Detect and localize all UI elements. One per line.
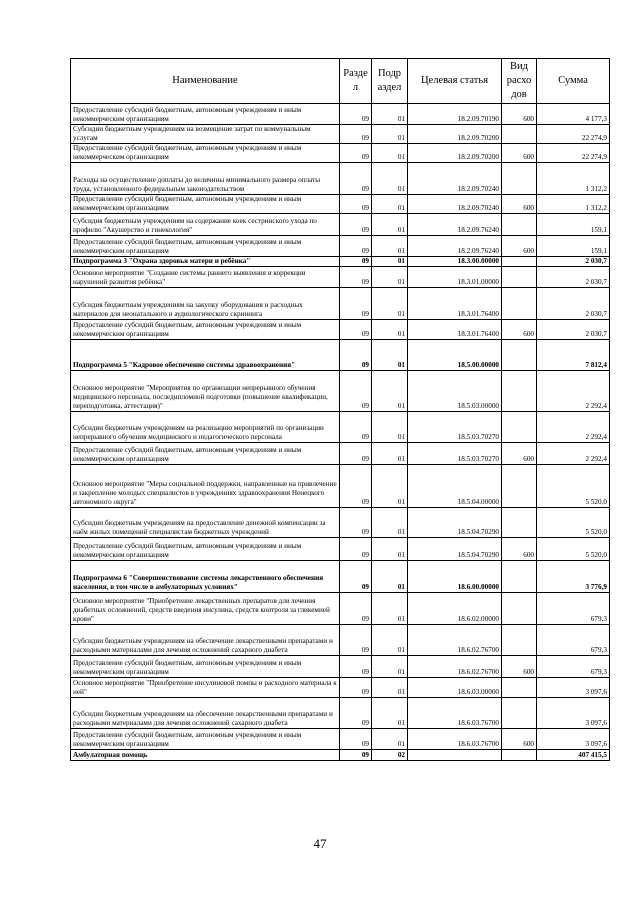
row-podrazdel: 01 (372, 729, 408, 750)
row-razdel: 09 (340, 104, 372, 125)
row-name: Субсидии бюджетным учреждениям на обеспечение лекарственными препаратами и расходными материалами для лечения осложнений сахарного диабета (71, 698, 340, 729)
row-podrazdel: 01 (372, 656, 408, 678)
row-name: Предоставление субсидий бюджетным, автономным учреждениям и иным некоммерческим организациям (71, 729, 340, 750)
row-sum: 3 097,6 (537, 698, 610, 729)
row-sum: 679,3 (537, 656, 610, 678)
row-sum: 3 776,9 (537, 561, 610, 593)
row-sum: 4 177,3 (537, 104, 610, 125)
row-target-article: 18.2.09.70200 (408, 125, 502, 144)
row-razdel: 09 (340, 538, 372, 561)
row-podrazdel: 01 (372, 288, 408, 320)
row-podrazdel: 01 (372, 163, 408, 195)
row-expense-type (502, 257, 537, 267)
row-razdel: 09 (340, 267, 372, 288)
row-name: Предоставление субсидий бюджетным, автономным учреждениям и иным некоммерческим организациям (71, 195, 340, 214)
row-expense-type (502, 340, 537, 371)
row-expense-type (502, 267, 537, 288)
row-name: Основное мероприятие "Меры социальной поддержки, направленные на привлечение и закрепление молодых специалистов в учреждениях здравоохранения Ненецкого автономного округа" (71, 465, 340, 508)
row-target-article: 18.3.01.76400 (408, 320, 502, 340)
row-name: Субсидия бюджетным учреждениям на содержание коек сестринского ухода по профилю "Акушерство и гинекология" (71, 214, 340, 236)
row-expense-type: 600 (502, 320, 537, 340)
row-target-article: 18.2.09.70200 (408, 144, 502, 163)
row-podrazdel: 01 (372, 340, 408, 371)
row-target-article (408, 750, 502, 761)
row-podrazdel: 01 (372, 561, 408, 593)
row-name: Амбулаторная помощь (71, 750, 340, 761)
row-podrazdel: 02 (372, 750, 408, 761)
row-podrazdel: 01 (372, 538, 408, 561)
row-expense-type: 600 (502, 656, 537, 678)
row-sum: 5 520,0 (537, 508, 610, 538)
row-target-article: 18.5.04.00000 (408, 465, 502, 508)
row-target-article: 18.6.03.76700 (408, 729, 502, 750)
row-target-article: 18.6.02.76700 (408, 656, 502, 678)
table-row (71, 144, 610, 163)
row-name: Предоставление субсидий бюджетным, автономным учреждениям и иным некоммерческим организациям (71, 104, 340, 125)
table-row (71, 125, 610, 144)
row-target-article: 18.6.02.76700 (408, 625, 502, 656)
row-razdel: 09 (340, 288, 372, 320)
header-sum: Сумма (537, 59, 610, 104)
row-razdel: 09 (340, 698, 372, 729)
table-row (71, 412, 610, 443)
row-expense-type (502, 288, 537, 320)
row-name: Субсидии бюджетным учреждениям на реализацию мероприятий по организации непрерывного обучения медицинского и педагогического персонала (71, 412, 340, 443)
row-sum: 2 030,7 (537, 257, 610, 267)
row-sum: 1 312,2 (537, 195, 610, 214)
row-razdel: 09 (340, 443, 372, 465)
row-podrazdel: 01 (372, 144, 408, 163)
table-row (71, 698, 610, 729)
row-name: Субсидии бюджетным учреждениям на возмещение затрат по коммунальным услугам (71, 125, 340, 144)
table-row (71, 465, 610, 508)
row-razdel: 09 (340, 257, 372, 267)
row-sum: 159,1 (537, 214, 610, 236)
row-expense-type: 600 (502, 104, 537, 125)
row-target-article: 18.3.00.00000 (408, 257, 502, 267)
row-expense-type (502, 412, 537, 443)
row-sum: 2 292,4 (537, 443, 610, 465)
table-row (71, 257, 610, 267)
row-sum: 159,1 (537, 236, 610, 257)
row-expense-type (502, 214, 537, 236)
row-target-article: 18.2.09.70190 (408, 104, 502, 125)
row-target-article: 18.2.09.70240 (408, 163, 502, 195)
row-name: Основное мероприятие "Приобретение инсулиновой помпы и расходного материала к ней" (71, 678, 340, 698)
row-razdel: 09 (340, 236, 372, 257)
row-expense-type (502, 465, 537, 508)
row-expense-type (502, 163, 537, 195)
header-expense-type: Вид расхо дов (502, 59, 537, 104)
row-name: Субсидия бюджетным учреждениям на закупку оборудования и расходных материалов для неонатального и аудиологического скрининга (71, 288, 340, 320)
row-podrazdel: 01 (372, 267, 408, 288)
row-name: Подпрограмма 6 "Совершенствование системы лекарственного обеспечения населения, в том числе в амбулаторных условиях" (71, 561, 340, 593)
row-name: Основное мероприятие "Приобретение лекарственных препаратов для лечения диабетных осложнений, средств введения инсулина, средств контроля за гликемией крови" (71, 593, 340, 625)
row-target-article: 18.6.00.00000 (408, 561, 502, 593)
row-podrazdel: 01 (372, 625, 408, 656)
table-row (71, 371, 610, 412)
row-expense-type: 600 (502, 236, 537, 257)
row-name: Субсидии бюджетным учреждениям на предоставление денежной компенсации за наём жилых помещений специалистам бюджетных учреждений (71, 508, 340, 538)
row-podrazdel: 01 (372, 465, 408, 508)
row-name: Субсидии бюджетным учреждениям на обеспечение лекарственными препаратами и расходными материалами для лечения осложнений сахарного диабета (71, 625, 340, 656)
table-row (71, 195, 610, 214)
row-target-article: 18.2.09.70240 (408, 195, 502, 214)
row-sum: 7 812,4 (537, 340, 610, 371)
row-target-article: 18.5.00.00000 (408, 340, 502, 371)
row-razdel: 09 (340, 508, 372, 538)
row-podrazdel: 01 (372, 508, 408, 538)
row-expense-type (502, 625, 537, 656)
row-razdel: 09 (340, 593, 372, 625)
row-expense-type: 600 (502, 443, 537, 465)
row-podrazdel: 01 (372, 236, 408, 257)
row-sum: 3 097,6 (537, 729, 610, 750)
row-name: Предоставление субсидий бюджетным, автономным учреждениям и иным некоммерческим организациям (71, 656, 340, 678)
row-name: Основное мероприятие "Создание системы раннего выявления и коррекции нарушений развития ребёнка" (71, 267, 340, 288)
row-razdel: 09 (340, 125, 372, 144)
row-sum: 22 274,9 (537, 125, 610, 144)
row-expense-type (502, 561, 537, 593)
row-razdel: 09 (340, 750, 372, 761)
table-row (71, 340, 610, 371)
table-row (71, 750, 610, 761)
row-expense-type: 600 (502, 729, 537, 750)
table-row (71, 729, 610, 750)
row-razdel: 09 (340, 214, 372, 236)
row-expense-type: 600 (502, 538, 537, 561)
row-target-article: 18.2.09.76240 (408, 236, 502, 257)
table-row (71, 267, 610, 288)
table-row (71, 508, 610, 538)
row-name: Предоставление субсидий бюджетным, автономным учреждениям и иным некоммерческим организациям (71, 236, 340, 257)
row-razdel: 09 (340, 320, 372, 340)
row-name: Подпрограмма 3 "Охрана здоровья матери и ребёнка" (71, 257, 340, 267)
row-target-article: 18.6.03.76700 (408, 698, 502, 729)
row-razdel: 09 (340, 678, 372, 698)
row-podrazdel: 01 (372, 698, 408, 729)
row-sum: 1 312,2 (537, 163, 610, 195)
table-row (71, 214, 610, 236)
row-expense-type (502, 678, 537, 698)
row-razdel: 09 (340, 340, 372, 371)
row-sum: 5 520,0 (537, 538, 610, 561)
row-podrazdel: 01 (372, 214, 408, 236)
row-sum: 2 292,4 (537, 371, 610, 412)
table-row (71, 288, 610, 320)
row-podrazdel: 01 (372, 257, 408, 267)
row-target-article: 18.2.09.76240 (408, 214, 502, 236)
row-podrazdel: 01 (372, 320, 408, 340)
page-number: 47 (313, 836, 327, 851)
table-row (71, 625, 610, 656)
header-target-article: Целевая статья (408, 59, 502, 104)
row-razdel: 09 (340, 465, 372, 508)
table-row (71, 561, 610, 593)
row-podrazdel: 01 (372, 371, 408, 412)
row-podrazdel: 01 (372, 104, 408, 125)
table-row (71, 678, 610, 698)
row-name: Предоставление субсидий бюджетным, автономным учреждениям и иным некоммерческим организациям (71, 443, 340, 465)
row-sum: 2 030,7 (537, 267, 610, 288)
row-target-article: 18.5.03.70270 (408, 443, 502, 465)
row-sum: 5 520,0 (537, 465, 610, 508)
row-razdel: 09 (340, 656, 372, 678)
row-sum: 3 097,6 (537, 678, 610, 698)
row-name: Подпрограмма 5 "Кадровое обеспечение системы здравоохранения" (71, 340, 340, 371)
row-target-article: 18.6.02.00000 (408, 593, 502, 625)
row-target-article: 18.6.03.00000 (408, 678, 502, 698)
row-expense-type: 600 (502, 195, 537, 214)
row-sum: 407 415,5 (537, 750, 610, 761)
row-name: Предоставление субсидий бюджетным, автономным учреждениям и иным некоммерческим организациям (71, 538, 340, 561)
row-razdel: 09 (340, 729, 372, 750)
row-sum: 679,3 (537, 593, 610, 625)
row-sum: 2 030,7 (537, 288, 610, 320)
row-expense-type (502, 750, 537, 761)
row-expense-type (502, 125, 537, 144)
row-podrazdel: 01 (372, 412, 408, 443)
table-row (71, 104, 610, 125)
table-row (71, 236, 610, 257)
row-expense-type (502, 371, 537, 412)
header-name: Наименование (71, 59, 340, 104)
row-target-article: 18.5.03.00000 (408, 371, 502, 412)
row-expense-type: 600 (502, 144, 537, 163)
row-name: Основное мероприятие "Мероприятия по организации непрерывного обучения медицинского персонала, последипломной подготовки (повышение квалификации, переподготовка, аттестация)" (71, 371, 340, 412)
table-row (71, 593, 610, 625)
row-sum: 679,3 (537, 625, 610, 656)
row-sum: 22 274,9 (537, 144, 610, 163)
row-podrazdel: 01 (372, 195, 408, 214)
row-podrazdel: 01 (372, 125, 408, 144)
row-sum: 2 292,4 (537, 412, 610, 443)
row-target-article: 18.5.04.70290 (408, 538, 502, 561)
header-podrazdel: Подр аздел (372, 59, 408, 104)
table-row (71, 163, 610, 195)
table-row (71, 443, 610, 465)
row-podrazdel: 01 (372, 678, 408, 698)
row-razdel: 09 (340, 144, 372, 163)
row-name: Предоставление субсидий бюджетным, автономным учреждениям и иным некоммерческим организациям (71, 144, 340, 163)
row-podrazdel: 01 (372, 443, 408, 465)
row-razdel: 09 (340, 625, 372, 656)
table-row (71, 320, 610, 340)
row-target-article: 18.3.01.00000 (408, 267, 502, 288)
row-sum: 2 030,7 (537, 320, 610, 340)
row-name: Предоставление субсидий бюджетным, автономным учреждениям и иным некоммерческим организациям (71, 320, 340, 340)
row-target-article: 18.5.03.70270 (408, 412, 502, 443)
row-target-article: 18.3.01.76400 (408, 288, 502, 320)
row-razdel: 09 (340, 371, 372, 412)
table-row (71, 656, 610, 678)
budget-table (70, 58, 610, 761)
row-razdel: 09 (340, 163, 372, 195)
row-name: Расходы на осуществление доплаты до величины минимального размера оплаты труда, установленного федеральным законодательством (71, 163, 340, 195)
header-row (71, 59, 610, 104)
row-expense-type (502, 593, 537, 625)
row-razdel: 09 (340, 561, 372, 593)
row-razdel: 09 (340, 412, 372, 443)
row-podrazdel: 01 (372, 593, 408, 625)
table-row (71, 538, 610, 561)
row-expense-type (502, 698, 537, 729)
row-target-article: 18.5.04.70290 (408, 508, 502, 538)
row-expense-type (502, 508, 537, 538)
header-razdel: Разде л (340, 59, 372, 104)
row-razdel: 09 (340, 195, 372, 214)
